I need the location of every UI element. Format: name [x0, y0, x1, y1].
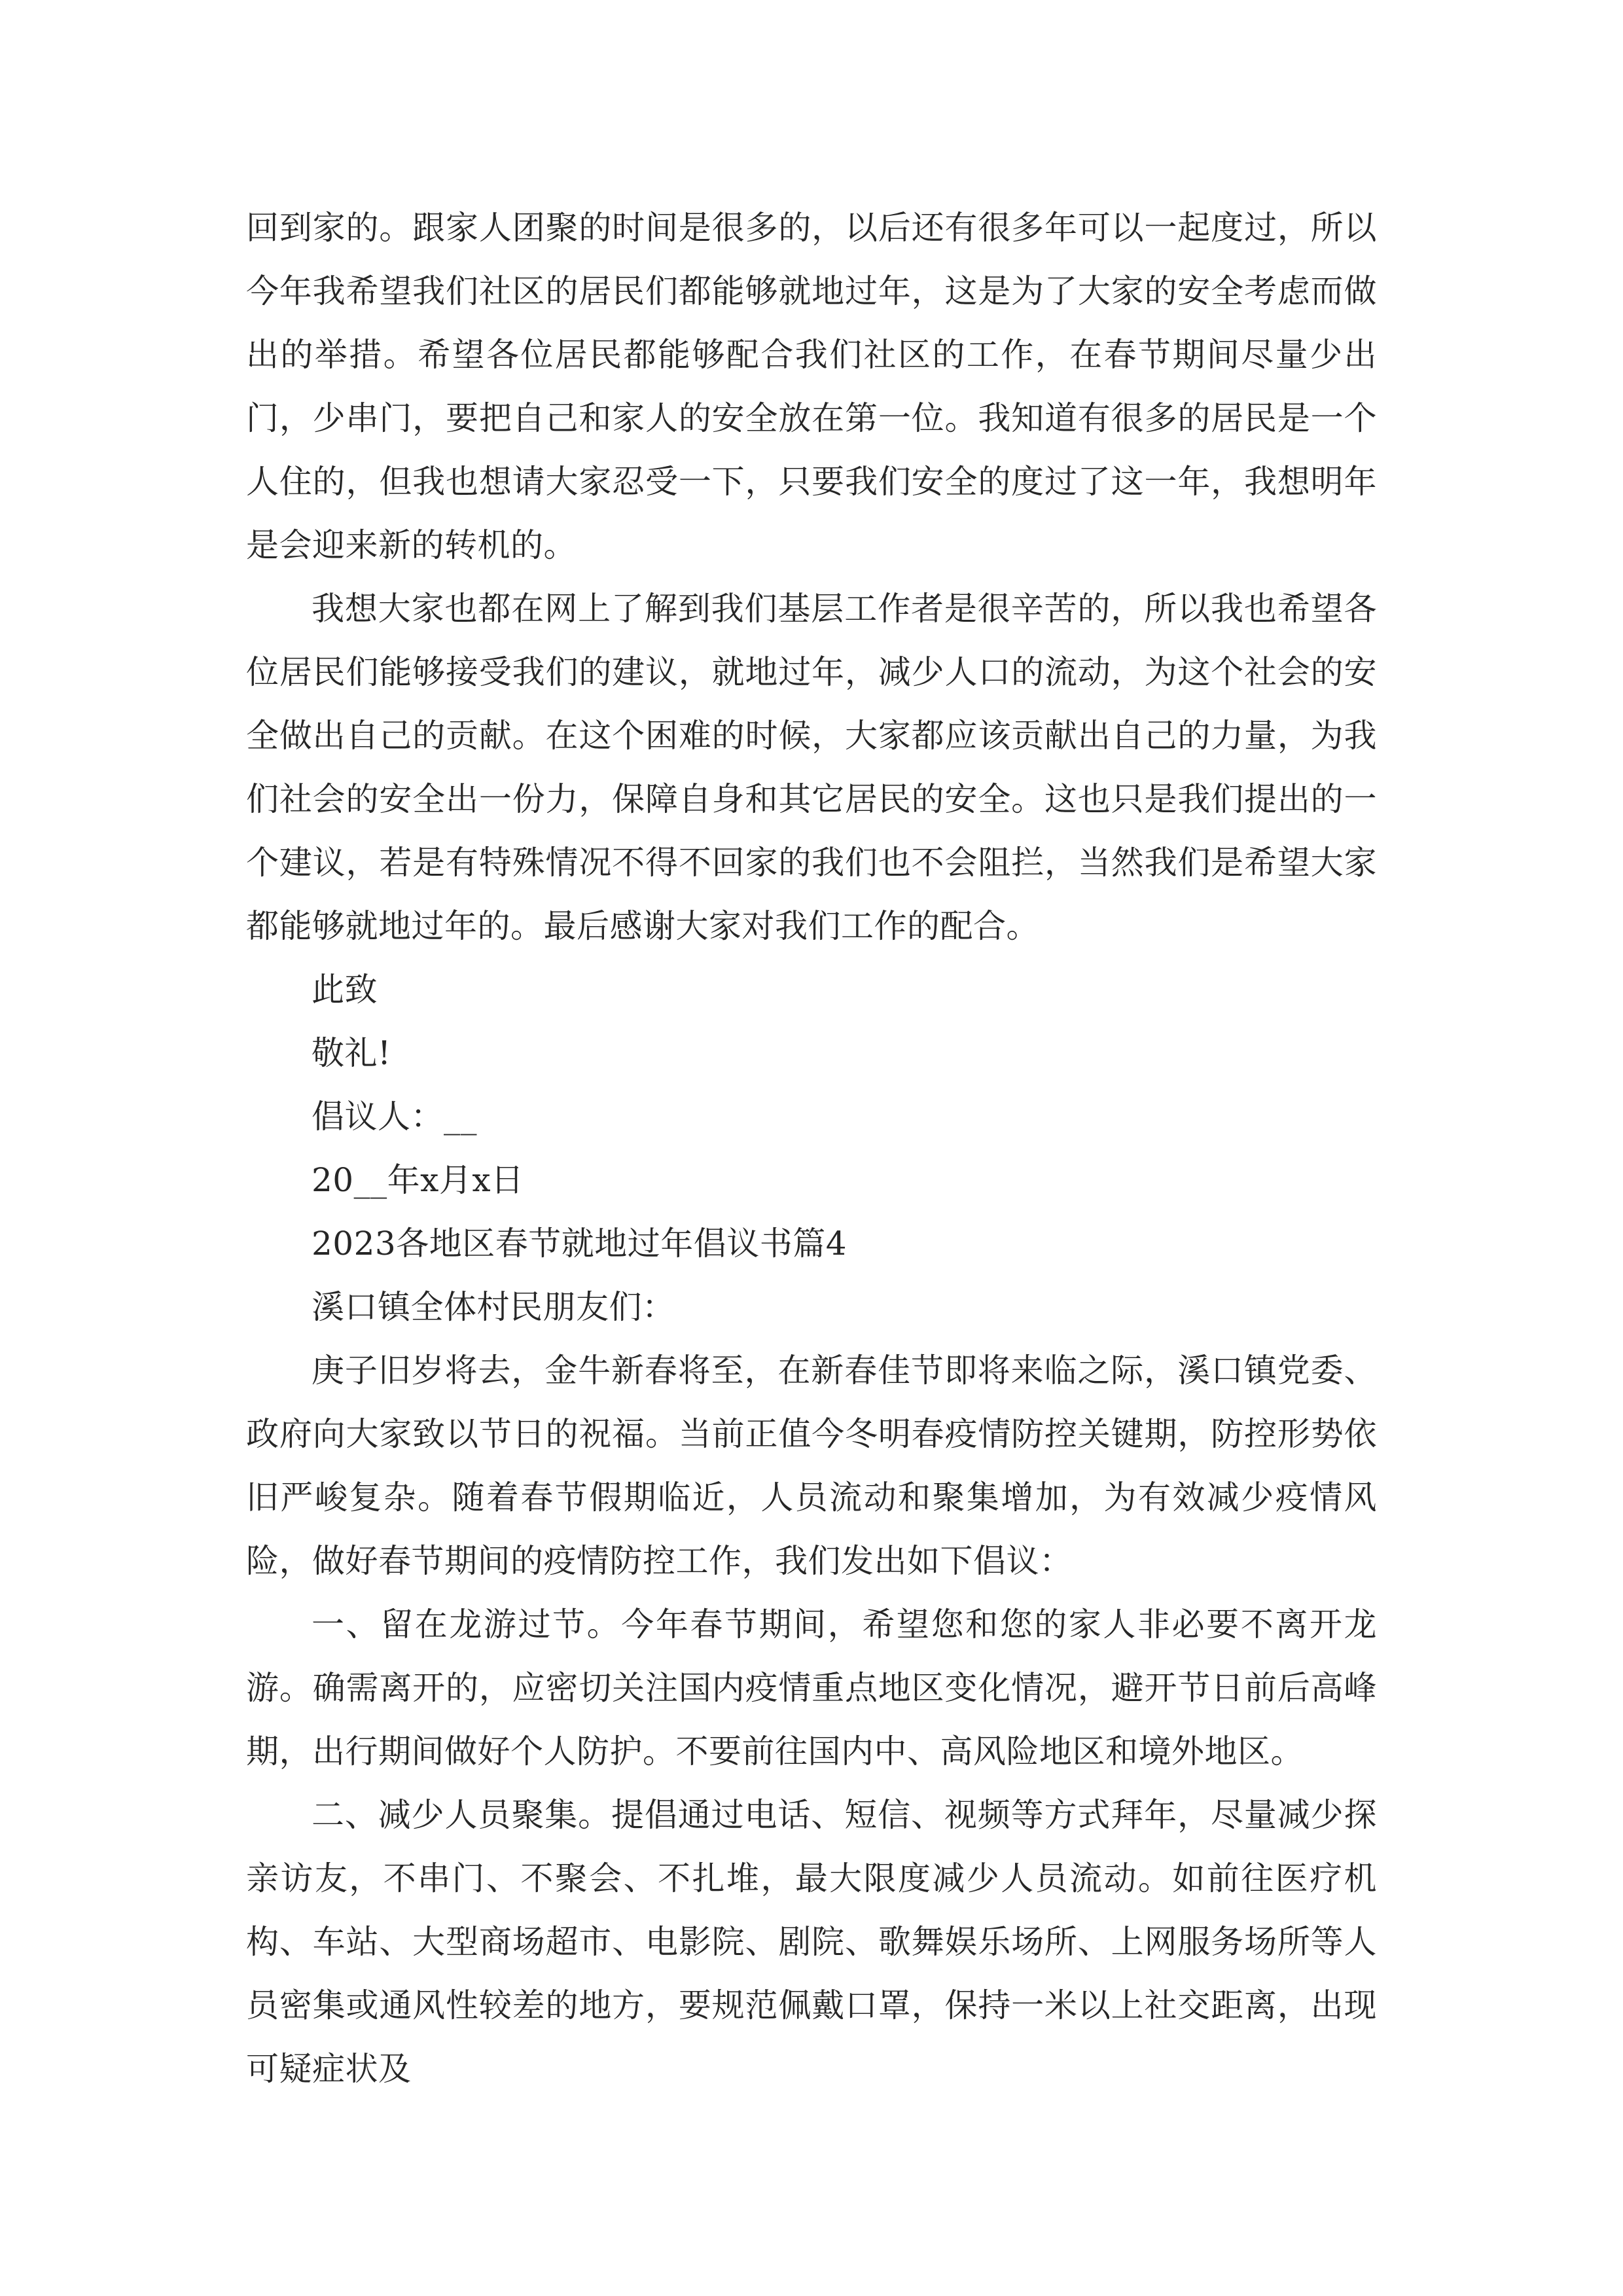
- continuation-paragraph: 回到家的。跟家人团聚的时间是很多的，以后还有很多年可以一起度过，所以今年我希望我们社区的居民们都能够就地过年，这是为了大家的安全考虑而做出的举措。希望各位居民都能够配合我们社区的工作，在春节期间尽量少出门，少串门，要把自己和家人的安全放在第一位。我知道有很多的居民是一个人住的，但我也想请大家忍受一下，只要我们安全的度过了这一年，我想明年是会迎来新的转机的。: [246, 209, 1377, 564]
- document-body: [246, 196, 1377, 2101]
- body-paragraph: 我想大家也都在网上了解到我们基层工作者是很辛苦的，所以我也希望各位居民们能够接受我们的建议，就地过年，减少人口的流动，为这个社会的安全做出自己的贡献。在这个困难的时候，大家都应该贡献出自己的力量，为我们社会的安全出一份力，保障自身和其它居民的安全。这也只是我们提出的一个建议，若是有特殊情况不得不回家的我们也不会阻拦，当然我们是希望大家都能够就地过年的。最后感谢大家对我们工作的配合。: [246, 590, 1377, 945]
- body-paragraph: 庚子旧岁将去，金牛新春将至，在新春佳节即将来临之际，溪口镇党委、政府向大家致以节日的祝福。当前正值今冬明春疫情防控关键期，防控形势依旧严峻复杂。随着春节假期临近，人员流动和聚集增加，为有效减少疫情风险，做好春节期间的疫情防控工作，我们发出如下倡议：: [246, 1352, 1377, 1580]
- date-line: 20__年x月x日: [312, 1161, 524, 1199]
- proposal-item-1: 一、留在龙游过节。今年春节期间，希望您和您的家人非必要不离开龙游。确需离开的，应密切关注国内疫情重点地区变化情况，避开节日前后高峰期，出行期间做好个人防护。不要前往国内中、高风险地区和境外地区。: [246, 1605, 1377, 1770]
- closing-salutation: 此致: [312, 971, 378, 1009]
- proposal-item-2: 二、减少人员聚集。提倡通过电话、短信、视频等方式拜年，尽量减少探亲访友，不串门、不聚会、不扎堆，最大限度减少人员流动。如前往医疗机构、车站、大型商场超市、电影院、剧院、歌舞娱乐场所、上网服务场所等人员密集或通风性较差的地方，要规范佩戴口罩，保持一米以上社交距离，出现可疑症状及: [246, 1796, 1377, 2088]
- signatory-line: 倡议人：__: [312, 1098, 477, 1136]
- section-heading: 2023各地区春节就地过年倡议书篇4: [312, 1225, 847, 1263]
- letter-greeting: 溪口镇全体村民朋友们：: [312, 1288, 675, 1326]
- closing-regards: 敬礼!: [312, 1034, 391, 1072]
